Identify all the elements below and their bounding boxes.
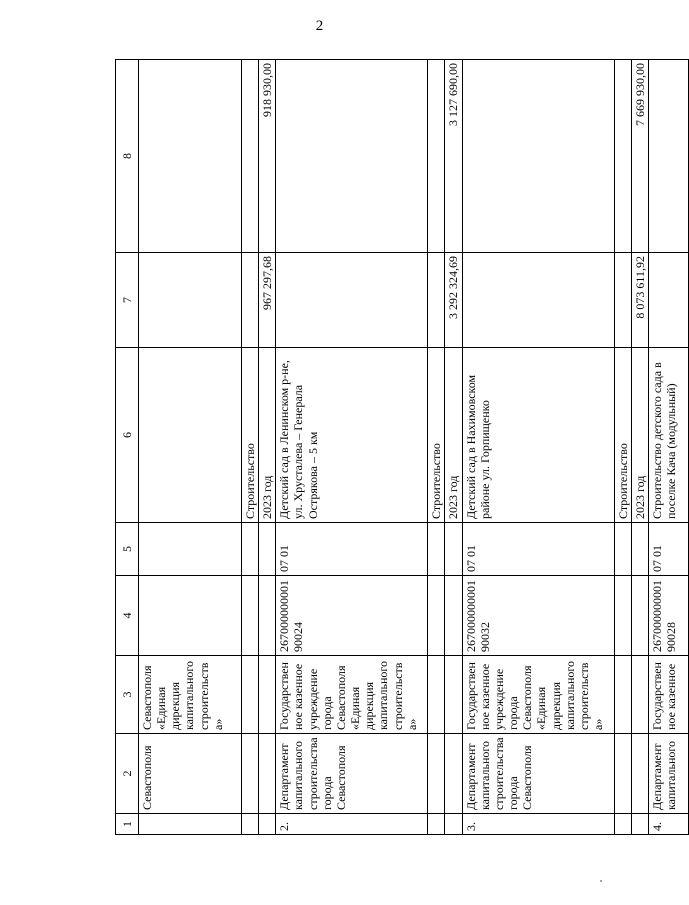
cell-empty bbox=[614, 523, 631, 576]
cell-empty bbox=[242, 576, 259, 656]
cell-year: 2023 год bbox=[631, 348, 648, 523]
cell-amount bbox=[648, 253, 688, 348]
cell-empty bbox=[445, 734, 462, 814]
header-cell: 3 bbox=[116, 656, 139, 734]
cell-empty bbox=[614, 814, 631, 835]
cell-empty bbox=[259, 656, 276, 734]
cell-empty bbox=[614, 656, 631, 734]
cell-empty bbox=[614, 253, 631, 348]
cell-department: Департамент капитального строительства города Севастополя bbox=[276, 734, 428, 814]
table-row bbox=[631, 60, 648, 835]
cell-object: Детский сад в Ленинском р-не, ул. Хрусталева – Генерала Острякова – 5 км bbox=[276, 348, 428, 523]
header-cell: 4 bbox=[116, 576, 139, 656]
cell-department: Севастополя bbox=[139, 734, 242, 814]
table-row bbox=[259, 60, 276, 835]
cell-amount: 3 292 324,69 bbox=[445, 253, 462, 348]
cell-empty bbox=[242, 734, 259, 814]
cell-code: 26700000000190024 bbox=[276, 576, 428, 656]
cell-empty bbox=[631, 523, 648, 576]
cell-number: 2. bbox=[276, 814, 428, 835]
table-row bbox=[428, 60, 445, 835]
cell-object bbox=[139, 348, 242, 523]
cell-empty bbox=[428, 523, 445, 576]
cell-empty bbox=[631, 576, 648, 656]
table-row bbox=[648, 60, 688, 835]
cell-section: 07 01 bbox=[462, 523, 614, 576]
cell-empty bbox=[428, 576, 445, 656]
cell-empty bbox=[242, 523, 259, 576]
cell-empty bbox=[259, 814, 276, 835]
cell-empty bbox=[631, 734, 648, 814]
table-row bbox=[445, 60, 462, 835]
cell-department: Департамент капитального строительства города Севастополя bbox=[462, 734, 614, 814]
cell-type-label: Строительство bbox=[614, 348, 631, 523]
cell-amount: 8 073 611,92 bbox=[631, 253, 648, 348]
cell-amount: 7 669 930,00 bbox=[631, 60, 648, 253]
cell-empty bbox=[428, 734, 445, 814]
cell-section: 07 01 bbox=[276, 523, 428, 576]
cell-institution: Государственное казенное bbox=[648, 656, 688, 734]
cell-object: Строительство детского сада в поселке Кача (модульный) bbox=[648, 348, 688, 523]
cell-code: 26700000000190028 bbox=[648, 576, 688, 656]
cell-empty bbox=[631, 814, 648, 835]
cell-section: 07 01 bbox=[648, 523, 688, 576]
cell-empty bbox=[242, 253, 259, 348]
page-number: 2 bbox=[315, 18, 324, 34]
cell-amount bbox=[648, 60, 688, 253]
cell-object: Детский сад в Нахимовском районе ул. Горпищенко bbox=[462, 348, 614, 523]
cell-amount bbox=[462, 60, 614, 253]
cell-type-label: Строительство bbox=[242, 348, 259, 523]
header-cell: 8 bbox=[116, 60, 139, 253]
cell-empty bbox=[445, 523, 462, 576]
header-cell: 6 bbox=[116, 348, 139, 523]
cell-empty bbox=[242, 60, 259, 253]
cell-number bbox=[139, 814, 242, 835]
header-cell: 5 bbox=[116, 523, 139, 576]
cell-empty bbox=[445, 656, 462, 734]
cell-empty bbox=[445, 814, 462, 835]
cell-empty bbox=[259, 523, 276, 576]
cell-empty bbox=[445, 576, 462, 656]
cell-code bbox=[139, 576, 242, 656]
cell-empty bbox=[242, 656, 259, 734]
cell-empty bbox=[614, 576, 631, 656]
cell-empty bbox=[242, 814, 259, 835]
cell-empty bbox=[428, 253, 445, 348]
table-row bbox=[276, 60, 428, 835]
header-cell: 7 bbox=[116, 253, 139, 348]
cell-institution: Севастополя «Единая дирекция капитального строительства» bbox=[139, 656, 242, 734]
cell-year: 2023 год bbox=[259, 348, 276, 523]
cell-code: 26700000000190032 bbox=[462, 576, 614, 656]
cell-empty bbox=[428, 60, 445, 253]
table-row bbox=[614, 60, 631, 835]
cell-department: Департамент капитального bbox=[648, 734, 688, 814]
cell-number: 4. bbox=[648, 814, 688, 835]
cell-amount bbox=[462, 253, 614, 348]
cell-amount: 918 930,00 bbox=[259, 60, 276, 253]
cell-amount bbox=[276, 60, 428, 253]
header-row bbox=[116, 60, 139, 835]
cell-amount bbox=[139, 253, 242, 348]
header-cell: 1 bbox=[116, 814, 139, 835]
cell-type-label: Строительство bbox=[428, 348, 445, 523]
cell-institution: Государственное казенное учреждение города Севастополя «Единая дирекция капитального строительства» bbox=[276, 656, 428, 734]
cell-empty bbox=[631, 656, 648, 734]
cell-section bbox=[139, 523, 242, 576]
budget-table bbox=[115, 59, 689, 835]
cell-number: 3. bbox=[462, 814, 614, 835]
cell-amount bbox=[139, 60, 242, 253]
cell-empty bbox=[614, 734, 631, 814]
table-row bbox=[139, 60, 242, 835]
table-row bbox=[462, 60, 614, 835]
cell-empty bbox=[259, 734, 276, 814]
table-row bbox=[242, 60, 259, 835]
cell-empty bbox=[428, 814, 445, 835]
cell-empty bbox=[428, 656, 445, 734]
cell-empty bbox=[259, 576, 276, 656]
cell-institution: Государственное казенное учреждение города Севастополя «Единая дирекция капитального строительства» bbox=[462, 656, 614, 734]
scan-speck bbox=[600, 880, 602, 882]
cell-amount: 967 297,68 bbox=[259, 253, 276, 348]
rotated-table-container bbox=[115, 60, 679, 835]
cell-amount: 3 127 690,00 bbox=[445, 60, 462, 253]
cell-year: 2023 год bbox=[445, 348, 462, 523]
header-cell: 2 bbox=[116, 734, 139, 814]
cell-empty bbox=[614, 60, 631, 253]
cell-amount bbox=[276, 253, 428, 348]
